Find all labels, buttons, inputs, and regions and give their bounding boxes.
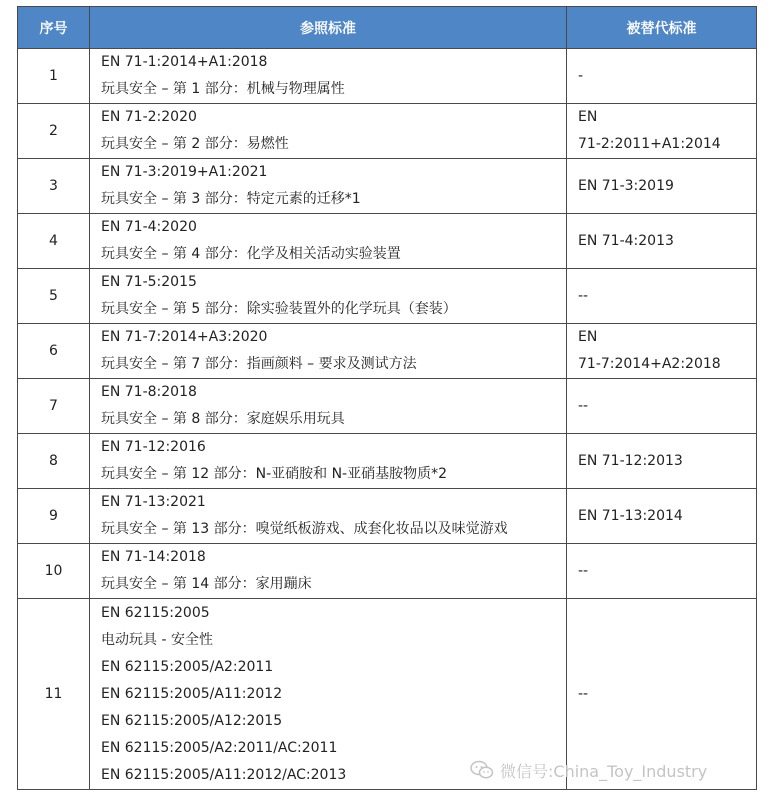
replaced-cell — [567, 49, 757, 104]
watermark-text: 微信号:China_Toy_Industry — [500, 761, 708, 781]
row-number: 7 — [18, 379, 90, 434]
replaced-standard: 71-7:2014+A2:2018 — [578, 356, 721, 372]
row-number: 6 — [18, 324, 90, 379]
reference-title: 玩具安全 – 第 2 部分：易燃性 — [101, 136, 289, 152]
reference-cell — [90, 49, 567, 104]
replaced-standard: EN 71-13:2014 — [578, 507, 683, 524]
reference-code: EN 71-8:2018 — [101, 384, 197, 400]
table-row — [18, 104, 757, 159]
replaced-standard: -- — [578, 685, 589, 702]
reference-title: 玩具安全 – 第 5 部分：除实验装置外的化学玩具（套装） — [101, 301, 457, 317]
table-row — [18, 324, 757, 379]
reference-cell — [90, 214, 567, 269]
replaced-standard: EN 71-4:2013 — [578, 232, 674, 249]
row-number: 10 — [18, 544, 90, 599]
reference-code: EN 71-13:2021 — [101, 494, 206, 510]
reference-title: 电动玩具 - 安全性 — [101, 631, 213, 648]
row-number: 2 — [18, 104, 90, 159]
standards-table — [17, 6, 757, 790]
table-row — [18, 159, 757, 214]
table-row — [18, 214, 757, 269]
table-row — [18, 269, 757, 324]
replaced-standard: EN 71-3:2019 — [578, 177, 674, 194]
table-row — [18, 544, 757, 599]
reference-cell — [90, 434, 567, 489]
reference-code: EN 71-14:2018 — [101, 549, 206, 565]
replaced-cell — [567, 324, 757, 379]
reference-code: EN 71-3:2019+A1:2021 — [101, 164, 268, 180]
replaced-cell — [567, 489, 757, 544]
reference-title: 玩具安全 – 第 4 部分：化学及相关活动实验装置 — [101, 246, 401, 262]
reference-title: 玩具安全 – 第 14 部分：家用蹦床 — [101, 576, 312, 592]
row-number: 9 — [18, 489, 90, 544]
reference-cell — [90, 544, 567, 599]
reference-code: EN 71-7:2014+A3:2020 — [101, 329, 268, 345]
replaced-cell — [567, 104, 757, 159]
reference-title: 玩具安全 – 第 8 部分：家庭娱乐用玩具 — [101, 411, 345, 427]
reference-code: EN 71-5:2015 — [101, 274, 197, 290]
header-no: 序号 — [18, 7, 90, 49]
replaced-cell — [567, 379, 757, 434]
replaced-cell — [567, 544, 757, 599]
reference-code: EN 62115:2005/A2:2011/AC:2011 — [101, 739, 338, 756]
wechat-icon — [470, 760, 494, 780]
row-number: 5 — [18, 269, 90, 324]
reference-cell — [90, 324, 567, 379]
replaced-standard: -- — [578, 287, 589, 304]
replaced-cell — [567, 434, 757, 489]
reference-title: 玩具安全 – 第 1 部分：机械与物理属性 — [101, 81, 345, 97]
row-number: 1 — [18, 49, 90, 104]
replaced-standard: EN — [578, 109, 598, 125]
reference-code: EN 71-2:2020 — [101, 109, 197, 125]
replaced-standard: -- — [578, 397, 589, 414]
table-header-row — [18, 7, 757, 49]
replaced-standard: -- — [578, 562, 589, 579]
reference-code: EN 62115:2005 — [101, 604, 210, 621]
reference-code: EN 71-1:2014+A1:2018 — [101, 54, 268, 70]
row-number: 11 — [18, 599, 90, 790]
reference-cell — [90, 379, 567, 434]
reference-title: 玩具安全 – 第 7 部分：指画颜料 – 要求及测试方法 — [101, 356, 417, 372]
reference-code: EN 62115:2005/A2:2011 — [101, 658, 274, 675]
table-row — [18, 434, 757, 489]
reference-code: EN 62115:2005/A11:2012 — [101, 685, 283, 702]
reference-code: EN 71-4:2020 — [101, 219, 197, 235]
replaced-cell — [567, 269, 757, 324]
replaced-cell — [567, 214, 757, 269]
reference-code: EN 62115:2005/A12:2015 — [101, 712, 283, 729]
header-replaced: 被替代标准 — [567, 7, 757, 49]
table-row — [18, 489, 757, 544]
reference-title: 玩具安全 – 第 12 部分：N-亚硝胺和 N-亚硝基胺物质*2 — [101, 466, 448, 482]
reference-cell — [90, 104, 567, 159]
reference-code: EN 71-12:2016 — [101, 439, 206, 455]
replaced-standard: 71-2:2011+A1:2014 — [578, 136, 721, 152]
table-row — [18, 49, 757, 104]
reference-title: 玩具安全 – 第 3 部分：特定元素的迁移*1 — [101, 191, 361, 207]
reference-title: 玩具安全 – 第 13 部分：嗅觉纸板游戏、成套化妆品以及味觉游戏 — [101, 521, 508, 537]
header-reference: 参照标准 — [90, 7, 567, 49]
reference-cell — [90, 489, 567, 544]
reference-code: EN 62115:2005/A11:2012/AC:2013 — [101, 766, 347, 783]
table-row — [18, 379, 757, 434]
watermark — [470, 757, 707, 783]
reference-cell — [90, 159, 567, 214]
replaced-cell — [567, 159, 757, 214]
row-number: 8 — [18, 434, 90, 489]
row-number: 3 — [18, 159, 90, 214]
replaced-standard: EN 71-12:2013 — [578, 452, 683, 469]
replaced-standard: - — [578, 67, 584, 84]
row-number: 4 — [18, 214, 90, 269]
reference-cell — [90, 269, 567, 324]
replaced-standard: EN — [578, 329, 598, 345]
